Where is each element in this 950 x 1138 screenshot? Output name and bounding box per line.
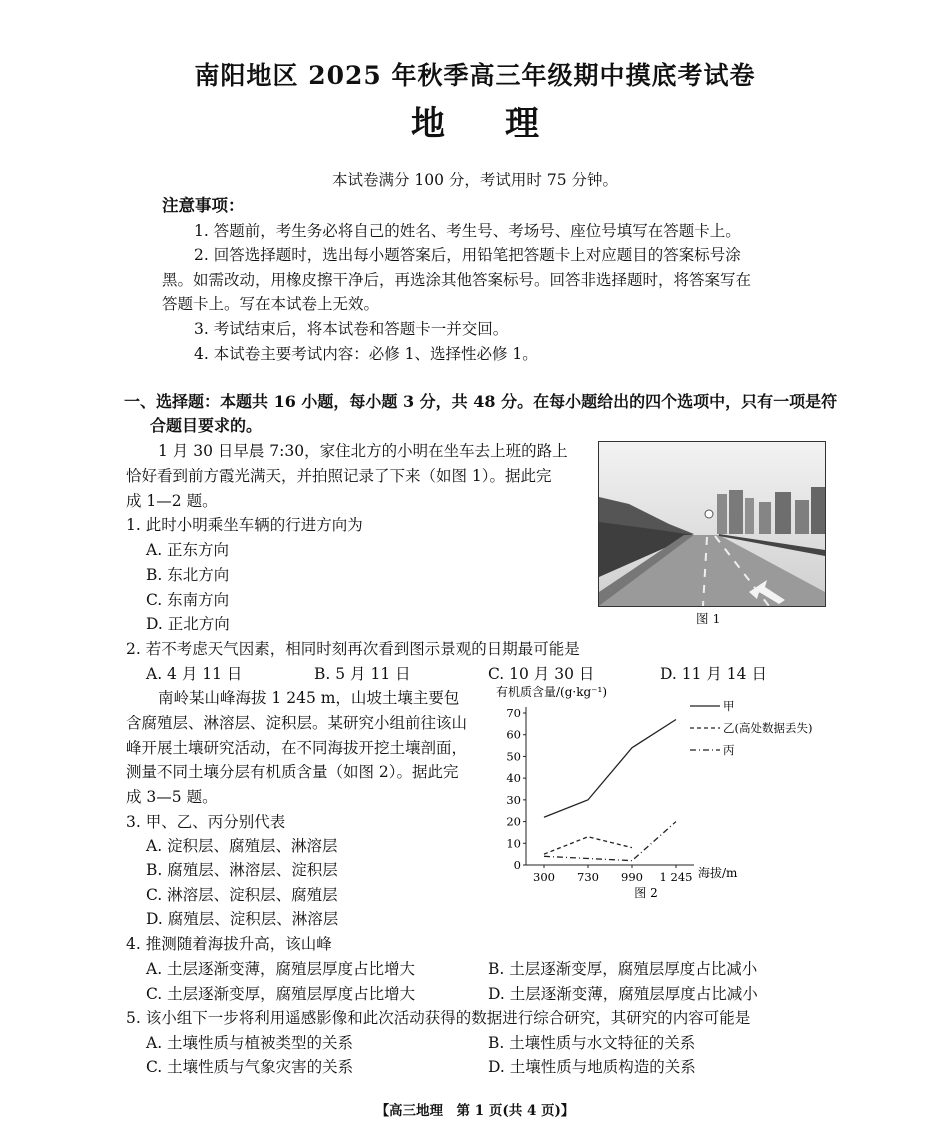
q2-option: A. 4 月 11 日 (146, 665, 243, 683)
chart-legend-label: 乙(高处数据丢失) (723, 721, 813, 735)
score-line: 本试卷满分 100 分，考试用时 75 分钟。 (331, 171, 619, 189)
q2-option: B. 5 月 11 日 (314, 665, 411, 683)
subject-title: 地理 (411, 104, 599, 144)
chart-y-tick-label: 0 (513, 858, 521, 872)
chart-x-tick-label: 730 (577, 870, 599, 884)
chart-y-tick-label: 60 (506, 727, 521, 742)
section-heading: 合题目要求的。 (150, 416, 263, 435)
q5-option: A. 土壤性质与植被类型的关系 (146, 1034, 354, 1052)
passage-line: 含腐殖层、淋溶层、淀积层。某研究小组前往该山 (126, 714, 468, 732)
q4-option: A. 土层逐渐变薄，腐殖层厚度占比增大 (146, 960, 416, 978)
q5-option: D. 土壤性质与地质构造的关系 (488, 1058, 696, 1076)
chart-legend-label: 甲 (723, 699, 735, 713)
q5-option: C. 土壤性质与气象灾害的关系 (146, 1058, 354, 1076)
q3-option: D. 腐殖层、淀积层、淋溶层 (146, 910, 339, 928)
passage-line: 恰好看到前方霞光满天，并拍照记录了下来（如图 1）。据此完 (126, 467, 552, 485)
q1-option: A. 正东方向 (146, 541, 230, 559)
chart-series-line (544, 720, 676, 818)
q3-option: C. 淋溶层、淀积层、腐殖层 (146, 886, 338, 904)
chart-xlabel: 海拔/m (698, 866, 738, 880)
chart-ylabel: 有机质含量/(g·kg⁻¹) (496, 685, 608, 699)
chart-series-line (544, 822, 676, 861)
chart-y-tick-label: 20 (506, 814, 521, 829)
q4-stem: 4. 推测随着海拔升高，该山峰 (126, 935, 332, 953)
q2-stem: 2. 若不考虑天气因素，相同时刻再次看到图示景观的日期最可能是 (126, 640, 580, 658)
section-heading: 一、选择题：本题共 16 小题，每小题 3 分，共 48 分。在每小题给出的四个选项中，只有一项是符 (124, 392, 838, 411)
q2-option: C. 10 月 30 日 (488, 665, 595, 683)
q4-option: B. 土层逐渐变厚，腐殖层厚度占比减小 (488, 960, 758, 978)
notice-line: 答题卡上。写在本试卷上无效。 (162, 295, 380, 313)
chart-legend-label: 丙 (723, 743, 735, 757)
figure1-caption: 图 1 (696, 611, 721, 626)
chart-y-tick-label: 50 (506, 749, 521, 764)
notice-line: 2. 回答选择题时，选出每小题答案后，用铅笔把答题卡上对应题目的答案标号涂 (194, 246, 741, 264)
q4-option: C. 土层逐渐变厚，腐殖层厚度占比增大 (146, 985, 416, 1003)
chart-y-tick-label: 40 (506, 771, 521, 786)
exam-title: 南阳地区 2025 年秋季高三年级期中摸底考试卷 (194, 61, 756, 90)
chart-x-tick-label: 300 (533, 870, 555, 884)
q1-option: D. 正北方向 (146, 615, 230, 633)
q3-option: A. 淀积层、腐殖层、淋溶层 (146, 837, 338, 855)
passage-line: 南岭某山峰海拔 1 245 m，山坡土壤主要包 (158, 689, 460, 707)
chart-series-line (544, 837, 632, 854)
q1-stem: 1. 此时小明乘坐车辆的行进方向为 (126, 516, 363, 534)
chart-title: 图 2 (634, 886, 658, 900)
passage-line: 测量不同土壤分层有机质含量（如图 2）。据此完 (126, 763, 459, 781)
passage-line: 成 1—2 题。 (126, 492, 218, 510)
chart-y-tick-label: 30 (506, 792, 521, 807)
chart-x-tick-label: 1 245 (659, 870, 693, 884)
q5-option: B. 土壤性质与水文特征的关系 (488, 1034, 696, 1052)
notice-line: 3. 考试结束后，将本试卷和答题卡一并交回。 (194, 320, 509, 338)
chart-y-tick-label: 10 (506, 836, 521, 851)
q2-option: D. 11 月 14 日 (660, 665, 767, 683)
road-photo (598, 441, 826, 607)
organic-matter-chart (486, 682, 836, 902)
q1-option: B. 东北方向 (146, 566, 230, 584)
q1-option: C. 东南方向 (146, 591, 230, 609)
q3-option: B. 腐殖层、淋溶层、淀积层 (146, 861, 338, 879)
notice-line: 4. 本试卷主要考试内容：必修 1、选择性必修 1。 (194, 345, 538, 363)
q3-stem: 3. 甲、乙、丙分别代表 (126, 813, 286, 831)
chart-x-tick-label: 990 (621, 870, 643, 884)
page-footer: 【高三地理 第 1 页(共 4 页)】 (375, 1103, 575, 1119)
passage-line: 成 3—5 题。 (126, 788, 218, 806)
passage-line: 峰开展土壤研究活动，在不同海拔开挖土壤剖面， (126, 739, 468, 757)
chart-y-tick-label: 70 (506, 706, 521, 720)
q5-stem: 5. 该小组下一步将利用遥感影像和此次活动获得的数据进行综合研究，其研究的内容可能是 (126, 1009, 751, 1027)
notice-line: 黑。如需改动，用橡皮擦干净后，再选涂其他答案标号。回答非选择题时，将答案写在 (162, 271, 752, 289)
notice-line: 1. 答题前，考生务必将自己的姓名、考生号、考场号、座位号填写在答题卡上。 (194, 222, 741, 240)
passage-line: 1 月 30 日早晨 7:30，家住北方的小明在坐车去上班的路上 (158, 442, 568, 460)
notice-title: 注意事项： (162, 196, 245, 215)
q4-option: D. 土层逐渐变薄，腐殖层厚度占比减小 (488, 985, 758, 1003)
